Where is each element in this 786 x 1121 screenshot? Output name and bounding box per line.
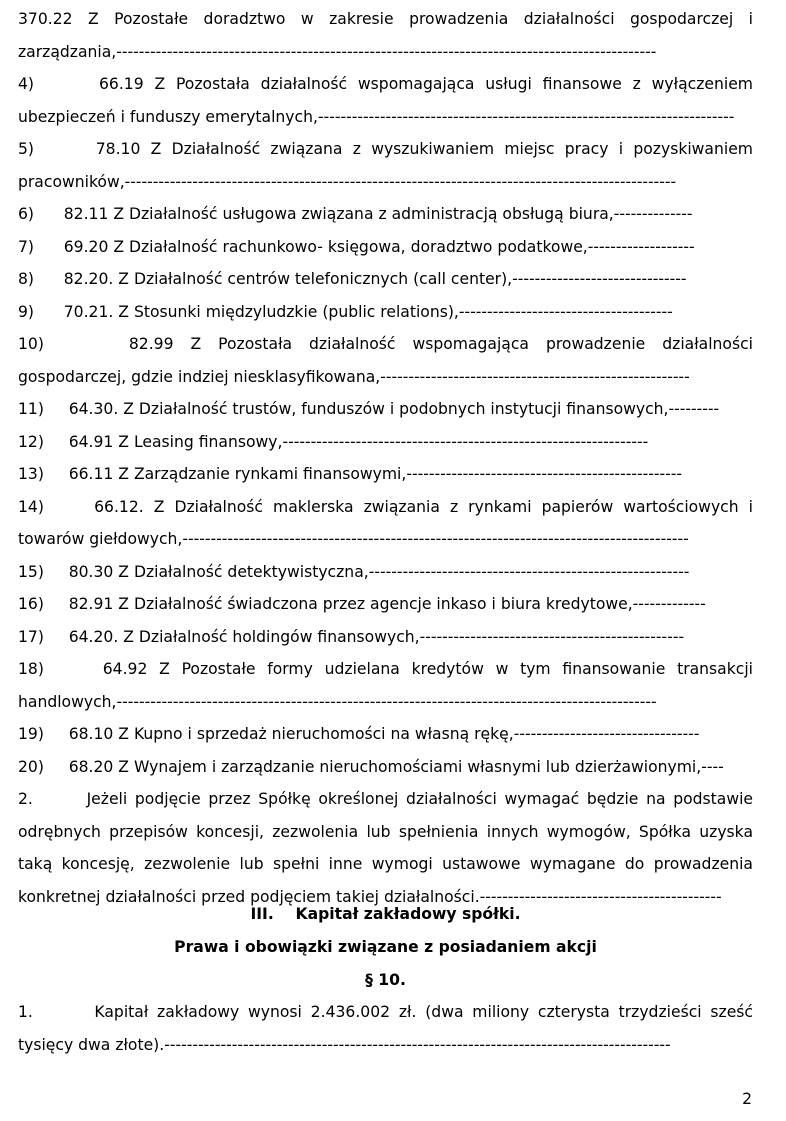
list-item: [18, 263, 753, 296]
text-line: ubezpieczeń i funduszy emerytalnych,--------------------------------------------------------------------------: [18, 107, 735, 126]
text-line: 12) 64.91 Z Leasing finansowy,-----------------------------------------------------------------: [18, 432, 649, 451]
text-line: zarządzania,------------------------------------------------------------------------------------------------: [18, 42, 657, 61]
list-item: [18, 751, 753, 784]
chapter-heading: III. Kapitał zakładowy spółki.: [250, 905, 521, 923]
text-line: handlowych,------------------------------------------------------------------------------------------------: [18, 692, 657, 711]
list-item: [18, 783, 753, 913]
text-line: 2. Jeżeli podjęcie przez Spółkę określonej działalności wymagać będzie na podstawie: [18, 790, 753, 808]
list-item: [18, 653, 753, 718]
text-line: 17) 64.20. Z Działalność holdingów finansowych,-----------------------------------------------: [18, 627, 685, 646]
capital-paragraph: [18, 996, 753, 1061]
text-line: 5) 78.10 Z Działalność związana z wyszukiwaniem miejsc pracy i pozyskiwaniem: [18, 140, 753, 158]
text-line: pracowników,--------------------------------------------------------------------------------------------------: [18, 172, 677, 191]
text-line: 1. Kapitał zakładowy wynosi 2.436.002 zł. (dwa miliony czterysta trzydzieści sześć: [18, 1003, 753, 1021]
text-line: 20) 68.20 Z Wynajem i zarządzanie nieruchomościami własnymi lub dzierżawionymi,----: [18, 757, 724, 776]
text-line: 11) 64.30. Z Działalność trustów, funduszów i podobnych instytucji finansowych,---------: [18, 400, 720, 418]
list-item: [18, 491, 753, 556]
text-line: 9) 70.21. Z Stosunki międzyludzkie (public relations),--------------------------------------: [18, 302, 673, 321]
text-line: 7) 69.20 Z Działalność rachunkowo- księgowa, doradztwo podatkowe,-------------------: [18, 237, 695, 256]
text-line: 15) 80.30 Z Działalność detektywistyczna,---------------------------------------------------------: [18, 562, 690, 581]
text-line: 16) 82.91 Z Działalność świadczona przez agencje inkaso i biura kredytowe,-------------: [18, 595, 706, 613]
document-body: [18, 3, 753, 913]
list-item: [18, 133, 753, 198]
text-line: 19) 68.10 Z Kupno i sprzedaż nieruchomości na własną rękę,---------------------------------: [18, 725, 700, 743]
list-item: [18, 621, 753, 654]
list-item: [18, 393, 753, 426]
list-item: [18, 68, 753, 133]
list-item: [18, 426, 753, 459]
list-item: [18, 3, 753, 68]
text-line: taką koncesję, zezwolenie lub spełni inne wymogi ustawowe wymagane do prowadzenia: [18, 855, 753, 873]
section-heading: § 10.: [365, 971, 406, 989]
list-item: [18, 718, 753, 751]
text-line: odrębnych przepisów koncesji, zezwolenia lub spełnienia innych wymogów, Spółka uzyska: [18, 822, 753, 841]
list-item: [18, 198, 753, 231]
text-line: konkretnej działalności przed podjęciem takiej działalności.-------------------------------------------: [18, 887, 722, 906]
list-item: [18, 328, 753, 393]
text-line: 13) 66.11 Z Zarządzanie rynkami finansowymi,-------------------------------------------------: [18, 465, 683, 483]
text-line: towarów giełdowych,------------------------------------------------------------------------------------------: [18, 530, 689, 548]
text-line: 4) 66.19 Z Pozostała działalność wspomagająca usługi finansowe z wyłączeniem: [18, 75, 753, 93]
list-item: [18, 556, 753, 589]
text-line: gospodarczej, gdzie indziej niesklasyfikowana,-------------------------------------------------------: [18, 367, 690, 386]
text-line: 14) 66.12. Z Działalność maklerska związania z rynkami papierów wartościowych i: [18, 497, 753, 516]
list-item: [18, 588, 753, 621]
text-line: 10) 82.99 Z Pozostała działalność wspomagająca prowadzenie działalności: [18, 335, 753, 353]
text-line: 8) 82.20. Z Działalność centrów telefonicznych (call center),-------------------------------: [18, 270, 687, 288]
text-line: 18) 64.92 Z Pozostałe formy udzielana kredytów w tym finansowanie transakcji: [18, 660, 753, 678]
list-item: [18, 458, 753, 491]
page-number: 2: [742, 1090, 752, 1108]
list-item: [18, 231, 753, 264]
list-item: [18, 296, 753, 329]
text-line: tysięcy dwa złote).------------------------------------------------------------------------------------------: [18, 1035, 671, 1054]
text-line: 370.22 Z Pozostałe doradztwo w zakresie prowadzenia działalności gospodarczej i: [18, 10, 753, 28]
text-line: 6) 82.11 Z Działalność usługowa związana z administracją obsługą biura,--------------: [18, 205, 693, 223]
chapter-subtitle: Prawa i obowiązki związane z posiadaniem akcji: [174, 938, 597, 956]
